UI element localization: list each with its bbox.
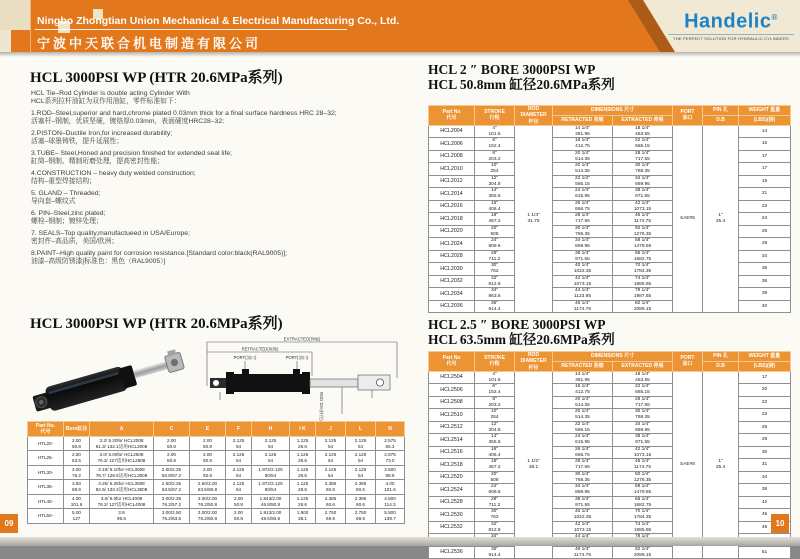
weight-cell: 28 bbox=[739, 434, 791, 447]
retracted-cell: 20 1/4" 514.35 bbox=[553, 409, 613, 422]
weight-cell: 38 bbox=[739, 484, 791, 497]
retracted-cell: 20 1/4" 514.35 bbox=[553, 150, 613, 163]
htl-cell: 2.00 50.8 bbox=[154, 451, 190, 465]
stroke-cell: 12" 304.8 bbox=[475, 175, 515, 188]
part-no-cell: HCL2008 bbox=[429, 150, 475, 163]
weight-cell: 51 bbox=[739, 546, 791, 559]
htl-cell: HTL25- bbox=[28, 451, 64, 465]
retracted-cell: 20 1/4" 514.35 bbox=[553, 163, 613, 176]
spec-item: 1.ROD–Steel,superior and hard,chrome plated 0.03mm thick for a final surface hardness HRC 28–32; 活塞杆–钢制，优质坚硬，镀铬厚0.03mm，表面硬度HRC28–32; bbox=[31, 110, 337, 125]
weight-cell: 25 bbox=[739, 421, 791, 434]
stroke-cell: 16" 406.4 bbox=[475, 200, 515, 213]
extracted-cell: 34 1/4" 869.95 bbox=[613, 175, 673, 188]
retracted-cell: 14 1/4" 361.95 bbox=[553, 371, 613, 384]
table2-title-en: HCL 2.5 ″ BORE 3000PSI WP bbox=[428, 317, 606, 332]
extracted-cell: 28 1/4" 717.55 bbox=[613, 150, 673, 163]
spec-item: 8.PAINT–High quality paint for corrosion resistance.[Standard color:black(RAL9005)]; 油漆–高级防锈漆[标准色：黑色（RAL9005）] bbox=[31, 250, 288, 265]
weight-cell: 30 bbox=[739, 446, 791, 459]
registered-mark: ® bbox=[771, 13, 778, 22]
stroke-cell: 20" 508 bbox=[475, 225, 515, 238]
table-row bbox=[28, 494, 405, 508]
htl-cell: 3.00/2.00 76.2/50.8 bbox=[190, 494, 226, 508]
part-no-cell: HCL2524 bbox=[429, 484, 475, 497]
part-no-cell: HCL2030 bbox=[429, 263, 475, 276]
htl-cell: 1.125 28.6 bbox=[290, 451, 316, 465]
weight-cell: 34 bbox=[739, 471, 791, 484]
page-bottom-shadow bbox=[0, 537, 800, 546]
htl-col-header: J bbox=[316, 422, 346, 437]
col-extracted: EXTRACTED 伸展 bbox=[613, 361, 673, 371]
htl-cell: 2.125 54 bbox=[226, 480, 252, 494]
part-no-cell: HCL2528 bbox=[429, 496, 475, 509]
retracted-cell: 26 1/4" 666.75 bbox=[553, 200, 613, 213]
htl-cell: 3.00/2.25 76.2/57.2 bbox=[154, 494, 190, 508]
col-weight-lbs: (LBS)(磅) bbox=[739, 115, 791, 125]
rod-diameter-cell: 1 1/2" 38.1 bbox=[515, 371, 553, 559]
htl-cell: 2.125 54 bbox=[316, 437, 346, 451]
htl-cell: 3.50 88.9 bbox=[64, 480, 90, 494]
htl-col-header: A bbox=[90, 422, 154, 437]
htl-cell: 2.125 54 bbox=[346, 465, 376, 479]
htl-cell: 3.8 96.5 bbox=[90, 509, 154, 523]
htl-cell: 3.500 88.9 bbox=[376, 465, 405, 479]
stroke-cell: 28" 711.2 bbox=[475, 496, 515, 509]
spec-item: 6. PIN–Steel,zinc plated; 螺栓–钢制；镀锌处理； bbox=[31, 210, 106, 225]
stroke-cell: 18" 457.2 bbox=[475, 213, 515, 226]
intro-list bbox=[31, 90, 403, 270]
page-header bbox=[0, 0, 800, 52]
extracted-cell: 46 1/4" 1174.75 bbox=[613, 213, 673, 226]
weight-cell: 15 bbox=[739, 138, 791, 151]
extracted-cell: 22 1/4" 565.15 bbox=[613, 138, 673, 151]
table-row bbox=[28, 437, 405, 451]
spec-item: HCL Tie–Rod Cylinder is double acting Cylinder With HCL系列拉杆油缸为双作用油缸，零件标准如下： bbox=[31, 90, 190, 105]
page-number-left: 09 bbox=[0, 514, 18, 533]
cylinder-technical-drawing bbox=[192, 334, 407, 420]
col-pin: PIN 孔 bbox=[703, 106, 739, 116]
col-pin-db: D.B bbox=[703, 115, 739, 125]
htl-cell: 1.125 28.6 bbox=[290, 480, 316, 494]
table2-title-cn: HCL 63.5mm 缸径20.6MPa系列 bbox=[428, 332, 615, 347]
htl-cell: 2.575 65.3 bbox=[376, 437, 405, 451]
col-dimensions: DIMENSIONS 尺寸 bbox=[553, 352, 673, 362]
part-no-cell: HCL2506 bbox=[429, 384, 475, 397]
weight-cell: 22 bbox=[739, 396, 791, 409]
htl-cell: 3.00/2.00 76.2/50.8 bbox=[190, 509, 226, 523]
htl-cell: 2.00 50.8 bbox=[226, 509, 252, 523]
weight-cell: 31 bbox=[739, 459, 791, 472]
weight-cell: 23 bbox=[739, 409, 791, 422]
retracted-cell: 30 1/4" 768.35 bbox=[553, 225, 613, 238]
svg-text:RETRACTED(收缩): RETRACTED(收缩) bbox=[241, 346, 279, 352]
htl-cell: 2.125 54 bbox=[316, 465, 346, 479]
htl-cell: 3.10/ 5.10for HCL3008 78.7/ 129.5适用HCL3008 bbox=[90, 465, 154, 479]
col-part-no: Part No 代号 bbox=[429, 352, 475, 372]
stroke-cell: 8" 203.2 bbox=[475, 150, 515, 163]
extracted-cell: 74 1/4" 1885.95 bbox=[613, 521, 673, 534]
extracted-cell: 70 1/4" 1784.35 bbox=[613, 509, 673, 522]
htl-cell: HTL50- bbox=[28, 509, 64, 523]
htl-cell: 2.385 60.6 bbox=[346, 494, 376, 508]
scan-corner-lower bbox=[0, 30, 11, 54]
part-no-cell: HCL2012 bbox=[429, 175, 475, 188]
part-no-cell: HCL2532 bbox=[429, 521, 475, 534]
retracted-cell: 20 1/4" 514.35 bbox=[553, 396, 613, 409]
htl-cell: 4.00 101.6 bbox=[376, 480, 405, 494]
stroke-cell: 30" 762 bbox=[475, 509, 515, 522]
htl-cell: 2.50/2.00 63.5/50.8 bbox=[190, 480, 226, 494]
stroke-cell: 32" 812.8 bbox=[475, 521, 515, 534]
retracted-cell: 42 1/4" 1073.15 bbox=[553, 521, 613, 534]
table-row bbox=[28, 465, 405, 479]
htl-cell: 1.125 28.6 bbox=[290, 465, 316, 479]
company-underline bbox=[35, 29, 347, 30]
col-weight-lbs: (LBS)(磅) bbox=[739, 361, 791, 371]
spec-item: 3.TUBE– Steel,Honed and precision finished for extended seal life; 缸筒–钢制、精制珩磨处理，提高密封性能； bbox=[31, 150, 233, 165]
part-no-cell: HCL2032 bbox=[429, 275, 475, 288]
col-stroke: STROKE 行程 bbox=[475, 352, 515, 372]
extracted-cell: 50 1/4" 1276.35 bbox=[613, 225, 673, 238]
retracted-cell: 16 1/4" 412.75 bbox=[553, 384, 613, 397]
htl-cell: 2.00 50.8 bbox=[190, 465, 226, 479]
col-retracted: RETRACTED 收缩 bbox=[553, 361, 613, 371]
retracted-cell: 34 1/4" 869.95 bbox=[553, 484, 613, 497]
spec-item: 4.CONSTRUCTION – heavy duty welded construction; 结构–重型焊接结构； bbox=[31, 170, 196, 185]
htl-cell: 2.125 54 bbox=[346, 437, 376, 451]
extracted-cell: 74 1/4" 1885.95 bbox=[613, 275, 673, 288]
htl-cell: 2.50/2.25 63.5/57.2 bbox=[154, 480, 190, 494]
weight-cell: 20 bbox=[739, 384, 791, 397]
htl-col-header: E bbox=[190, 422, 226, 437]
hcl-2in-table bbox=[428, 105, 791, 313]
retracted-cell: 26 1/4" 666.75 bbox=[553, 446, 613, 459]
stroke-cell: 10" 254 bbox=[475, 409, 515, 422]
company-name-cn: 宁波中天联合机电制造有限公司 bbox=[37, 36, 262, 51]
weight-cell: 36 bbox=[739, 275, 791, 288]
spec-item: 5. GLAND – Threaded; 导向套–螺纹式 bbox=[31, 190, 101, 205]
weight-cell: 26 bbox=[739, 225, 791, 238]
weight-cell: 19 bbox=[739, 175, 791, 188]
htl-cell: 3.25/ 5.25for HCL3508 82.6/ 133.4适用HCL3508 bbox=[90, 480, 154, 494]
retracted-cell: 28 1/4" 717.55 bbox=[553, 459, 613, 472]
extracted-cell: 42 1/4" 1073.15 bbox=[613, 446, 673, 459]
htl-cell: 2.00 50.8 bbox=[190, 451, 226, 465]
col-extracted: EXTRACTED 伸展 bbox=[613, 115, 673, 125]
part-no-cell: HCL2504 bbox=[429, 371, 475, 384]
weight-cell: 17 bbox=[739, 163, 791, 176]
stroke-cell: 12" 304.8 bbox=[475, 421, 515, 434]
extracted-cell: 38 1/4" 971.55 bbox=[613, 188, 673, 201]
stroke-cell: 14" 355.6 bbox=[475, 434, 515, 447]
part-no-cell: HCL2512 bbox=[429, 421, 475, 434]
retracted-cell: 46 1/4" 1174.75 bbox=[553, 546, 613, 559]
col-port: PORT 油口 bbox=[673, 106, 703, 126]
brand-logo bbox=[600, 0, 800, 52]
col-rod-diameter: ROD DIAMETER 杆径 bbox=[515, 106, 553, 126]
htl-cell: 2.385 60.6 bbox=[316, 480, 346, 494]
extracted-cell: 28 1/4" 717.55 bbox=[613, 396, 673, 409]
htl-cell: 2.00/2.25 50.8/57.2 bbox=[154, 465, 190, 479]
htl-cell: 1.972/2.125 50/54 bbox=[252, 480, 290, 494]
stroke-cell: 14" 355.6 bbox=[475, 188, 515, 201]
retracted-cell: 46 1/4" 1174.75 bbox=[553, 300, 613, 313]
htl-cell: 1.913/2.00 48.6/50.8 bbox=[252, 509, 290, 523]
retracted-cell: 38 1/4" 971.55 bbox=[553, 250, 613, 263]
extracted-cell: 66 1/4" 1682.75 bbox=[613, 496, 673, 509]
weight-cell: 40 bbox=[739, 300, 791, 313]
retracted-cell: 38 1/4" 971.55 bbox=[553, 496, 613, 509]
htl-cell: 1.125 28.6 bbox=[290, 494, 316, 508]
col-part-no: Part No 代号 bbox=[429, 106, 475, 126]
htl-cell: 2.385 60.6 bbox=[346, 480, 376, 494]
svg-text:PORT(油口): PORT(油口) bbox=[285, 355, 309, 360]
htl-cell: 3.0/ 5.0for HCL4008 76.2/ 127适用HCL4008 bbox=[90, 494, 154, 508]
htl-cell: 3.00 76.2 bbox=[64, 465, 90, 479]
svg-text:PORT(油口): PORT(油口) bbox=[233, 355, 257, 360]
retracted-cell: 44 1/4" 1123.95 bbox=[553, 288, 613, 301]
stroke-cell: 4" 101.6 bbox=[475, 371, 515, 384]
htl-cell: 2.00 50.8 bbox=[154, 437, 190, 451]
company-name-en: Ningbo Zhongtian Union Mechanical & Electrical Manufacturing Co., Ltd. bbox=[37, 15, 400, 27]
extracted-cell: 30 1/4" 768.35 bbox=[613, 409, 673, 422]
htl-cell: 5.00 127 bbox=[64, 509, 90, 523]
col-port: PORT 油口 bbox=[673, 352, 703, 372]
weight-cell: 28 bbox=[739, 238, 791, 251]
col-pin-db: D.B bbox=[703, 361, 739, 371]
part-no-cell: HCL2536 bbox=[429, 546, 475, 559]
col-pin: PIN 孔 bbox=[703, 352, 739, 362]
weight-cell: 34 bbox=[739, 250, 791, 263]
retracted-cell: 16 1/4" 412.75 bbox=[553, 138, 613, 151]
htl-cell: 2.125 54 bbox=[252, 451, 290, 465]
weight-cell: 39 bbox=[739, 288, 791, 301]
header-divider-line bbox=[30, 0, 31, 52]
port-cell: SAE#8 bbox=[673, 371, 703, 559]
stroke-cell: 6" 152.4 bbox=[475, 384, 515, 397]
htl-cell: 3.0/ 5.00for HCL2508 76.2/ 127适用HCL2508 bbox=[90, 451, 154, 465]
table-row bbox=[429, 125, 791, 138]
section-title-series: HCL 3000PSI WP (HTR 20.6MPa系列) bbox=[30, 316, 283, 332]
stroke-cell: 18" 457.2 bbox=[475, 459, 515, 472]
stroke-cell: 36" 914.4 bbox=[475, 546, 515, 559]
retracted-cell: 40 1/4" 1022.35 bbox=[553, 263, 613, 276]
part-no-cell: HCL2034 bbox=[429, 288, 475, 301]
extracted-cell: 30 1/4" 768.35 bbox=[613, 163, 673, 176]
extracted-cell: 46 1/4" 1174.75 bbox=[613, 459, 673, 472]
part-no-cell: HCL2018 bbox=[429, 213, 475, 226]
stroke-cell: 34" 863.6 bbox=[475, 288, 515, 301]
stroke-cell: 6" 152.4 bbox=[475, 138, 515, 151]
stroke-cell: 30" 762 bbox=[475, 263, 515, 276]
weight-cell: 14 bbox=[739, 125, 791, 138]
col-retracted: RETRACTED 收缩 bbox=[553, 115, 613, 125]
pin-cell: 1" 25.4 bbox=[703, 371, 739, 559]
part-no-cell: HCL2014 bbox=[429, 188, 475, 201]
part-no-cell: HCL2518 bbox=[429, 459, 475, 472]
page-number-right: 10 bbox=[771, 514, 789, 533]
weight-cell: 45 bbox=[739, 509, 791, 522]
stroke-cell: 8" 203.2 bbox=[475, 396, 515, 409]
col-dimensions: DIMENSIONS 尺寸 bbox=[553, 106, 673, 116]
svg-text:ROD DIA(杆径): ROD DIA(杆径) bbox=[319, 392, 324, 421]
retracted-cell: 22 1/4" 565.15 bbox=[553, 421, 613, 434]
extracted-cell: 42 1/4" 1073.15 bbox=[613, 200, 673, 213]
htl-cell: HTL30- bbox=[28, 465, 64, 479]
table-row bbox=[28, 509, 405, 523]
part-no-cell: HCL2514 bbox=[429, 434, 475, 447]
logo-text-block bbox=[668, 7, 794, 41]
htl-cell: 1.125 28.6 bbox=[290, 437, 316, 451]
htl-cell: 2.750 69.9 bbox=[316, 509, 346, 523]
extracted-cell: 82 1/4" 2089.15 bbox=[613, 546, 673, 559]
stroke-cell: 32" 812.8 bbox=[475, 275, 515, 288]
htl-col-header: Part No. 代号 bbox=[28, 422, 64, 437]
retracted-cell: 34 1/4" 869.95 bbox=[553, 238, 613, 251]
weight-cell: 48 bbox=[739, 521, 791, 534]
extracted-cell: 38 1/4" 971.55 bbox=[613, 434, 673, 447]
col-rod-diameter: ROD DIAMETER 杆径 bbox=[515, 352, 553, 372]
logo-tagline: THE PERFECT SOLUTION FOR HYDRAULIC CYLINDERS bbox=[668, 34, 794, 41]
retracted-cell: 14 1/4" 361.95 bbox=[553, 125, 613, 138]
retracted-cell: 30 1/4" 768.35 bbox=[553, 471, 613, 484]
col-weight: WEIGHT 重量 bbox=[739, 106, 791, 116]
htl-cell: 3.00/2.50 76.2/63.5 bbox=[154, 509, 190, 523]
htl-cell: HTL20- bbox=[28, 437, 64, 451]
weight-cell: 24 bbox=[739, 213, 791, 226]
htl-cell: 2.125 54 bbox=[226, 465, 252, 479]
part-no-cell: HCL2516 bbox=[429, 446, 475, 459]
htl-col-header: Bore缸径 bbox=[64, 422, 90, 437]
port-cell: SAE#6 bbox=[673, 125, 703, 313]
htl-cell: 2.385 60.6 bbox=[316, 494, 346, 508]
part-no-cell: HCL2006 bbox=[429, 138, 475, 151]
extracted-cell: 66 1/4" 1682.75 bbox=[613, 250, 673, 263]
htl-cell: 2.125 54 bbox=[226, 451, 252, 465]
htl-cell: 2.00 50.8 bbox=[226, 494, 252, 508]
stroke-cell: 20" 508 bbox=[475, 471, 515, 484]
extracted-cell: 18 1/4" 463.55 bbox=[613, 125, 673, 138]
htl-col-header: N bbox=[376, 422, 405, 437]
table-row bbox=[429, 371, 791, 384]
part-no-cell: HCL2036 bbox=[429, 300, 475, 313]
retracted-cell: 22 1/4" 565.15 bbox=[553, 175, 613, 188]
cylinder-photo bbox=[28, 336, 188, 421]
stroke-cell: 24" 609.6 bbox=[475, 238, 515, 251]
part-no-cell: HCL2510 bbox=[429, 409, 475, 422]
htl-col-header: L bbox=[346, 422, 376, 437]
htl-cell: 2.00 50.8 bbox=[64, 437, 90, 451]
table1-title-en: HCL 2 ″ BORE 3000PSI WP bbox=[428, 62, 596, 77]
retracted-cell: 24 1/4" 615.95 bbox=[553, 434, 613, 447]
header-shadow bbox=[0, 52, 800, 57]
weight-cell: 35 bbox=[739, 263, 791, 276]
part-no-cell: HCL2530 bbox=[429, 509, 475, 522]
extracted-cell: 70 1/4" 1784.35 bbox=[613, 263, 673, 276]
part-no-cell: HCL2520 bbox=[429, 471, 475, 484]
table-row bbox=[28, 480, 405, 494]
weight-cell: 17 bbox=[739, 150, 791, 163]
logo-wordmark: Handelic® bbox=[684, 10, 778, 33]
htl-cell: 2.00 50.8 bbox=[190, 437, 226, 451]
rod-diameter-cell: 1 1/4" 31.75 bbox=[515, 125, 553, 313]
part-no-cell: HCL2016 bbox=[429, 200, 475, 213]
retracted-cell: 28 1/4" 717.55 bbox=[553, 213, 613, 226]
section-title-intro: HCL 3000PSI WP (HTR 20.6MPa系列) bbox=[30, 70, 283, 86]
part-no-cell: HCL2020 bbox=[429, 225, 475, 238]
part-no-cell: HCL2010 bbox=[429, 163, 475, 176]
htl-cell: 2.750 69.9 bbox=[346, 509, 376, 523]
table1-title-cn: HCL 50.8mm 缸径20.6MPa系列 bbox=[428, 77, 615, 92]
htl-col-header: F bbox=[226, 422, 252, 437]
extracted-cell: 34 1/4" 869.95 bbox=[613, 421, 673, 434]
htl-col-header: C bbox=[154, 422, 190, 437]
htl-col-header: H bbox=[252, 422, 290, 437]
extracted-cell: 50 1/4" 1276.35 bbox=[613, 471, 673, 484]
hcl-2-5in-table bbox=[428, 351, 791, 559]
spec-item: 7. SEALS–Top quality,manufactueed in USA/Europe; 密封件–高品质，美国/欧洲； bbox=[31, 230, 190, 245]
htl-cell: 2.125 54 bbox=[346, 451, 376, 465]
htl-cell: 3.2/ 5.20for HCL2008 81.3/ 132.1适用HCL2008 bbox=[90, 437, 154, 451]
htl-cell: 1.972/2.125 50/54 bbox=[252, 465, 290, 479]
htl-cell: 4.00 101.6 bbox=[64, 494, 90, 508]
svg-text:EXTRACTED(伸展): EXTRACTED(伸展) bbox=[283, 336, 321, 342]
htl-cell: 2.125 54 bbox=[316, 451, 346, 465]
weight-cell: 17 bbox=[739, 371, 791, 384]
htl-col-header: I K bbox=[290, 422, 316, 437]
stroke-cell: 28" 711.2 bbox=[475, 250, 515, 263]
scan-corner bbox=[0, 0, 30, 30]
extracted-cell: 58 1/4" 1479.55 bbox=[613, 484, 673, 497]
part-no-cell: HCL2024 bbox=[429, 238, 475, 251]
table-row bbox=[28, 451, 405, 465]
htl-cell: HTL35- bbox=[28, 480, 64, 494]
col-stroke: STROKE 行程 bbox=[475, 106, 515, 126]
part-no-cell: HCL2508 bbox=[429, 396, 475, 409]
col-weight: WEIGHT 重量 bbox=[739, 352, 791, 362]
htl-cell: 2.50 63.5 bbox=[64, 451, 90, 465]
htl-cell: HTL40- bbox=[28, 494, 64, 508]
extracted-cell: 82 1/4" 2089.15 bbox=[613, 300, 673, 313]
weight-cell: 23 bbox=[739, 200, 791, 213]
stroke-cell: 24" 609.6 bbox=[475, 484, 515, 497]
retracted-cell: 40 1/4" 1022.35 bbox=[553, 509, 613, 522]
stroke-cell: 10" 254 bbox=[475, 163, 515, 176]
extracted-cell: 58 1/4" 1479.55 bbox=[613, 238, 673, 251]
stroke-cell: 36" 914.4 bbox=[475, 300, 515, 313]
weight-cell: 21 bbox=[739, 188, 791, 201]
part-no-cell: HCL2028 bbox=[429, 250, 475, 263]
htl-cell: 2.875 73.0 bbox=[376, 451, 405, 465]
htl-cell: 5.500 139.7 bbox=[376, 509, 405, 523]
htl-cell: 1.843/2.00 46.8/50.8 bbox=[252, 494, 290, 508]
htl-cell: 2.125 54 bbox=[252, 437, 290, 451]
pin-cell: 1" 25.4 bbox=[703, 125, 739, 313]
htl-cell: 2.125 54 bbox=[226, 437, 252, 451]
retracted-cell: 24 1/4" 615.95 bbox=[553, 188, 613, 201]
extracted-cell: 22 1/4" 565.15 bbox=[613, 384, 673, 397]
extracted-cell: 18 1/4" 463.55 bbox=[613, 371, 673, 384]
retracted-cell: 42 1/4" 1073.15 bbox=[553, 275, 613, 288]
extracted-cell: 78 1/4" 1987.55 bbox=[613, 288, 673, 301]
stroke-cell: 4" 101.6 bbox=[475, 125, 515, 138]
htl-cell: 1.500 38.1 bbox=[290, 509, 316, 523]
part-no-cell: HCL2004 bbox=[429, 125, 475, 138]
weight-cell: 42 bbox=[739, 496, 791, 509]
htl-cell: 4.500 114.3 bbox=[376, 494, 405, 508]
stroke-cell: 16" 406.4 bbox=[475, 446, 515, 459]
spec-item: 2.PISTON–Ductile Iron,for increased durability; 活塞–球墨铸铁，提升延展性； bbox=[31, 130, 173, 145]
